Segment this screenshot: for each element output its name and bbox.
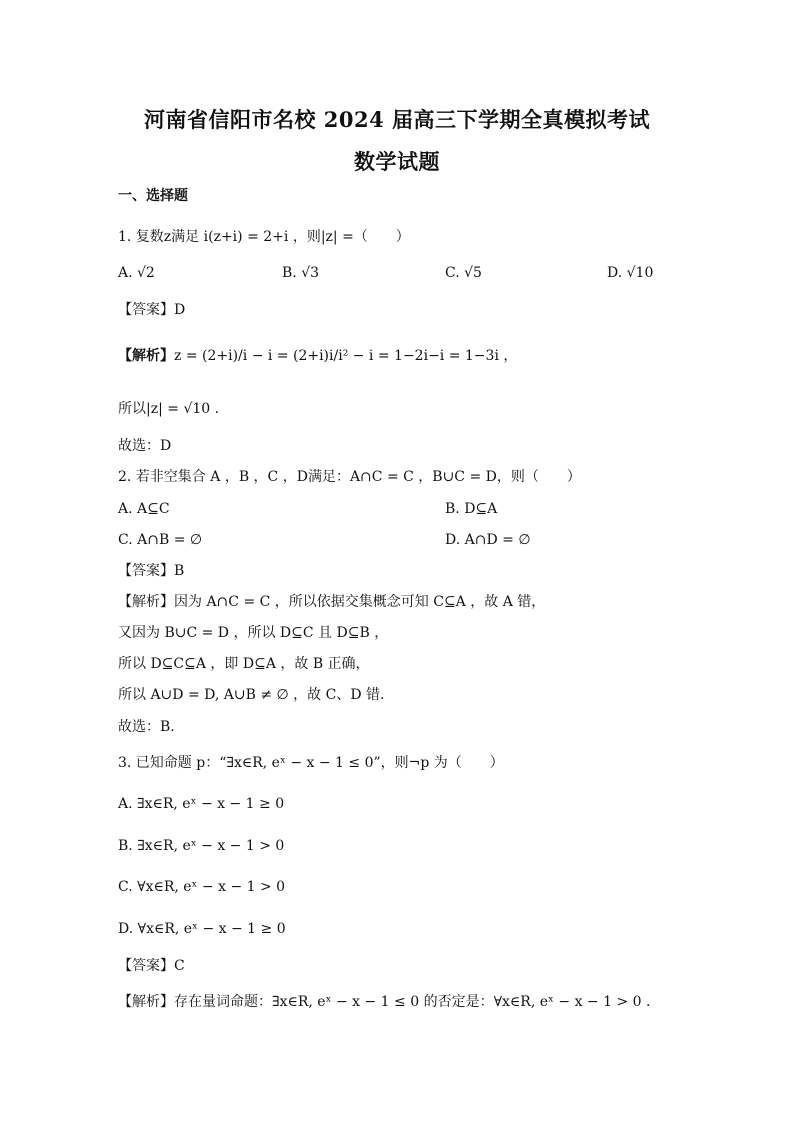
q3-option-b: B. ∃x∈R, eˣ − x − 1 > 0 bbox=[118, 838, 285, 854]
q1-option-a: A. √2 bbox=[118, 265, 155, 281]
q3-analysis: 【解析】存在量词命题：∃x∈R, eˣ − x − 1 ≤ 0 的否定是：∀x∈R, eˣ − x − 1 > 0 . bbox=[118, 994, 651, 1010]
q1-analysis-line2: 所以|z| = √10 . bbox=[118, 401, 220, 417]
q1-option-c: C. √5 bbox=[445, 265, 482, 281]
q1-choose: 故选：D bbox=[118, 438, 172, 454]
q3-answer: 【答案】C bbox=[118, 958, 185, 974]
q2-option-d: D. A∩D = ∅ bbox=[445, 532, 531, 548]
q2-answer: 【答案】B bbox=[118, 563, 185, 579]
q2-option-b: B. D⊆A bbox=[445, 501, 498, 517]
q1-analysis bbox=[118, 346, 517, 366]
q3-option-a: A. ∃x∈R, eˣ − x − 1 ≥ 0 bbox=[118, 796, 285, 812]
q2-choose: 故选：B. bbox=[118, 719, 175, 735]
document-title: 河南省信阳市名校 2024 届高三下学期全真模拟考试 bbox=[143, 107, 651, 132]
q2-analysis-line1: 【解析】因为 A∩C = C ，所以依据交集概念可知 C⊆A ，故 A 错， bbox=[118, 594, 546, 610]
q3-option-c: C. ∀x∈R, eˣ − x − 1 > 0 bbox=[118, 879, 286, 895]
q2-stem: 2. 若非空集合 A ，B ，C ，D满足：A∩C = C ，B∪C = D，则（ ） bbox=[118, 469, 581, 485]
q1-analysis-expression: z = (2+i)/i − i = (2+i)i/i² − i = 1−2i−i = 1−3i ， bbox=[174, 348, 518, 364]
q1-answer: 【答案】D bbox=[118, 302, 186, 318]
q2-analysis-line4: 所以 A∪D = D, A∪B ≠ ∅ ，故 C、D 错. bbox=[118, 687, 385, 703]
section-heading: 一、选择题 bbox=[118, 188, 188, 204]
q1-option-b: B. √3 bbox=[282, 265, 320, 281]
q1-analysis-tag: 【解析】 bbox=[118, 348, 174, 364]
q2-analysis-line2: 又因为 B∪C = D ，所以 D⊆C 且 D⊆B ， bbox=[118, 625, 389, 641]
q2-option-c: C. A∩B = ∅ bbox=[118, 532, 203, 548]
q3-option-d: D. ∀x∈R, eˣ − x − 1 ≥ 0 bbox=[118, 921, 286, 937]
q1-option-d: D. √10 bbox=[607, 265, 654, 281]
q3-stem: 3. 已知命题 p：“∃x∈R, eˣ − x − 1 ≤ 0”，则¬p 为（ ） bbox=[118, 755, 504, 771]
q1-stem: 1. 复数z满足 i(z+i) = 2+i ，则|z| =（ ） bbox=[118, 229, 410, 245]
q2-option-a: A. A⊆C bbox=[118, 501, 170, 517]
document-subtitle: 数学试题 bbox=[354, 149, 440, 174]
q2-analysis-line3: 所以 D⊆C⊆A ，即 D⊆A ，故 B 正确， bbox=[118, 656, 370, 672]
